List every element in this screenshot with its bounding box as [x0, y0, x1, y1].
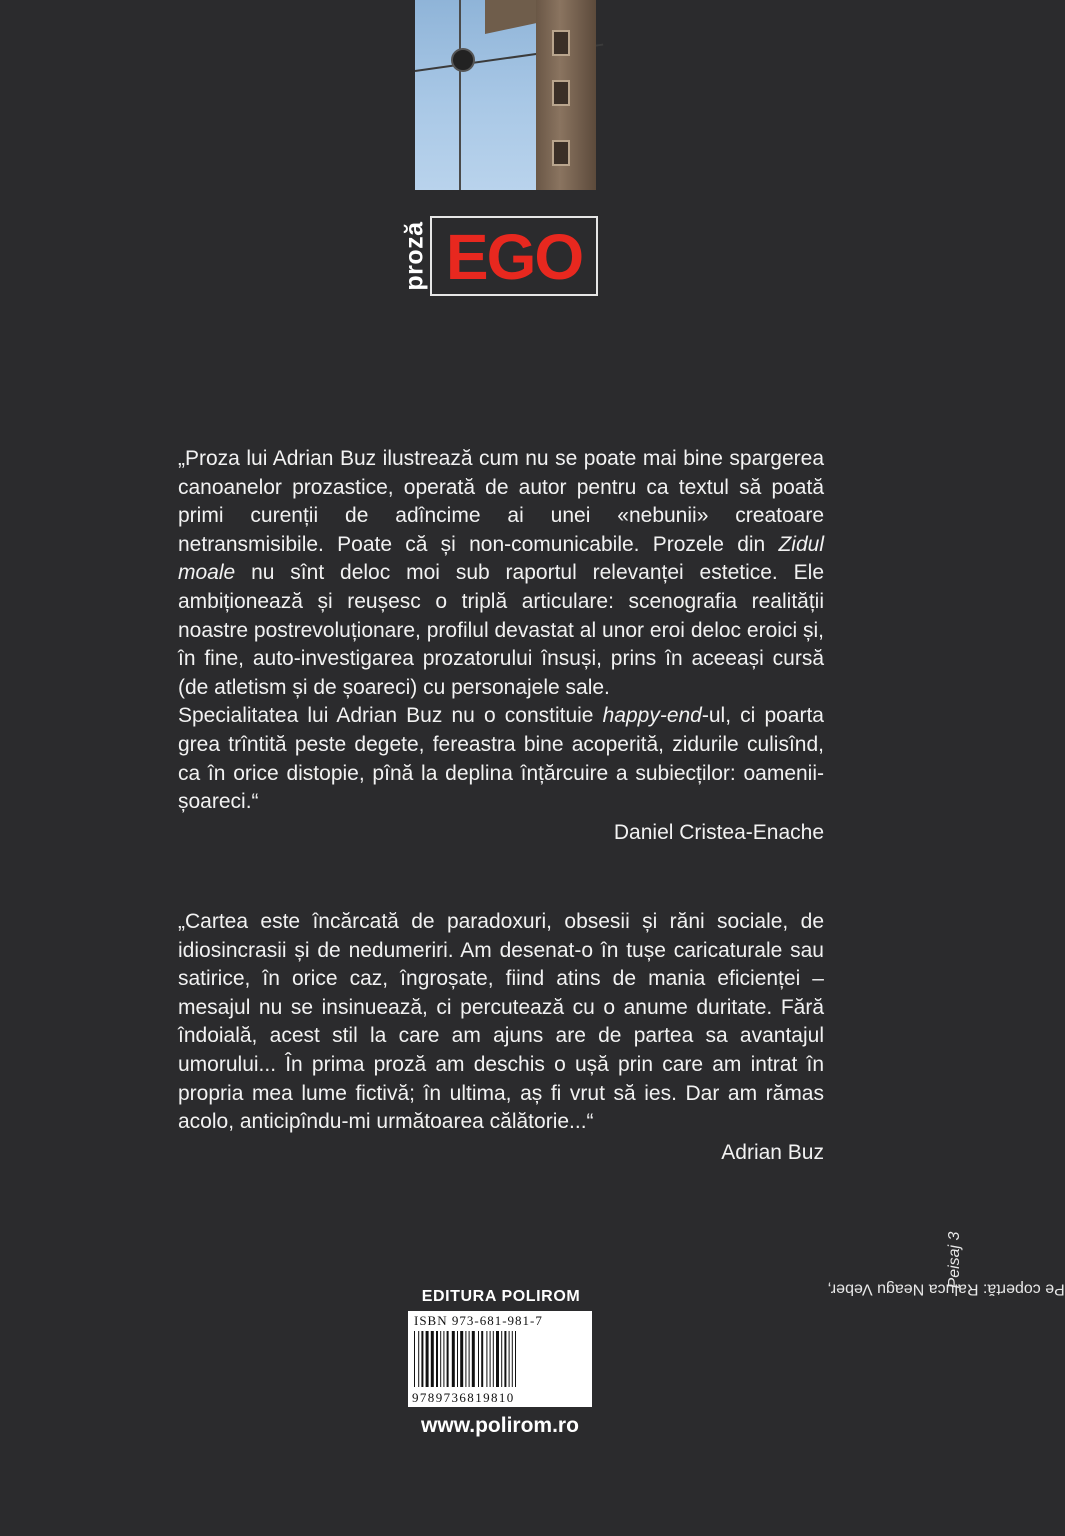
barcode-bar [452, 1331, 455, 1387]
photo-window [552, 30, 570, 56]
photo-window [552, 140, 570, 166]
barcode-bar [436, 1331, 438, 1387]
barcode-bar [431, 1331, 434, 1387]
barcode-bar [426, 1331, 429, 1387]
barcode [408, 1311, 592, 1407]
barcode-bar [443, 1331, 444, 1387]
barcode-bars [412, 1331, 588, 1387]
blurb-critic-attribution: Daniel Cristea-Enache [613, 820, 824, 844]
logo-series-text: proză [400, 221, 429, 291]
barcode-bar [512, 1331, 513, 1387]
book-title: Zidul moale [178, 532, 824, 585]
barcode-bar [447, 1331, 449, 1387]
emphasis-text: happy-end [602, 704, 702, 728]
blurb-author-attribution: Adrian Buz [721, 1140, 824, 1164]
ean-text: 9789736819810 [412, 1390, 515, 1405]
photo-window [552, 80, 570, 106]
logo-series-label [400, 216, 430, 296]
credit-work: Peisaj 3 [946, 1231, 963, 1289]
series-logo [400, 216, 598, 296]
barcode-bar [509, 1331, 510, 1387]
blurb-text: nu sînt deloc moi sub raportul relevanței estetice. Ele ambiționează și reușesc o triplă articulare: scenografia realității noastre postrevoluționare, profilul devastat al unor eroi deloc eroici și, în fine, auto-investigarea prozatorului însuși, prins în aceeași cursă (de atletism și de șoareci) cu personajele sale. [178, 561, 824, 699]
barcode-bar [465, 1331, 466, 1387]
logo-ego-box [430, 216, 598, 296]
barcode-bar [486, 1331, 487, 1387]
blurb-author-text: „Cartea este încărcată de paradoxuri, obsesii și răni sociale, de idiosincrasii și de nedumeriri. Am desenat-o în tușe caricaturale sau satirice, în orice caz, îngroșate, fiind atins de mania eficienței – mesajul nu se insinuează, ci percutează cu o anume duritate. Fără îndoială, acest stil la care am ajuns are de partea sa avantajul umorului... În prima proză am deschis o ușă prin care am intrat în propria mea lume fictivă; în ultima, aș fi vrut să ies. Dar am rămas acolo, anticipîndu-mi următoarea călătorie...“ [178, 910, 824, 1134]
barcode-bar [501, 1331, 502, 1387]
barcode-bar [496, 1331, 499, 1387]
barcode-bar [504, 1331, 506, 1387]
publisher-name: EDITURA POLIROM [421, 1288, 581, 1305]
barcode-bar [418, 1331, 419, 1387]
barcode-bar [460, 1331, 463, 1387]
barcode-bar [490, 1331, 491, 1387]
blurb-text: -ul, ci poarta grea trîntită peste degete, fereastra bine acoperită, zidurile culisînd, ca în orice distopie, pînă la deplina înțărcuire a subiecților: oamenii-șoareci.“ [178, 704, 824, 814]
blurb-author [178, 908, 824, 1167]
barcode-bar [478, 1331, 479, 1387]
blurb-critic [178, 445, 824, 847]
publisher-website: www.polirom.ro [421, 1414, 579, 1437]
photo-lamp [451, 48, 475, 72]
barcode-bar [440, 1331, 441, 1387]
barcode-bar [515, 1331, 516, 1387]
blurb-text: Specialitatea lui Adrian Buz nu o constituie [178, 704, 603, 728]
barcode-bar [414, 1331, 415, 1387]
blurb-text: „Proza lui Adrian Buz ilustrează cum nu se poate mai bine spargerea canoanelor prozastice, operată de autor pentru ca textul să poată primi curenții de adîncime ai unei «nebunii» creatoare netransmisibile. Poate că și non-comunicabile. Prozele din [178, 447, 824, 556]
barcode-bar [472, 1331, 475, 1387]
blurb-critic-paragraph-1 [178, 445, 824, 702]
barcode-bar [457, 1331, 458, 1387]
cover-photo [415, 0, 596, 190]
barcode-bar [469, 1331, 470, 1387]
isbn-text: ISBN 973-681-981-7 [414, 1313, 543, 1328]
photo-pole [459, 0, 461, 190]
barcode-bar [481, 1331, 483, 1387]
credit-prefix: Pe copertă: Raluca Neagu Veber, [827, 1280, 1065, 1298]
barcode-bar [421, 1331, 423, 1387]
barcode-bar [493, 1331, 494, 1387]
photo-building [536, 0, 596, 190]
blurb-critic-paragraph-2 [178, 702, 824, 816]
cover-credit-text [827, 1231, 1065, 1298]
logo-ego-text: EGO [445, 221, 583, 293]
